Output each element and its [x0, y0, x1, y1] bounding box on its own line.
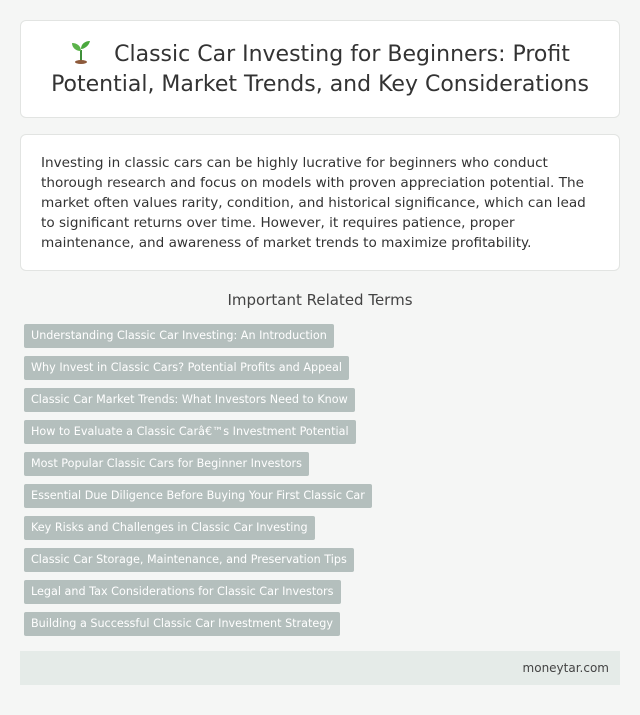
- related-term-tag[interactable]: Building a Successful Classic Car Investment Strategy: [24, 612, 340, 636]
- related-term-tag[interactable]: Key Risks and Challenges in Classic Car Investing: [24, 516, 315, 540]
- related-term-tag[interactable]: Legal and Tax Considerations for Classic Car Investors: [24, 580, 341, 604]
- related-terms-list: [24, 324, 616, 644]
- related-term-tag[interactable]: How to Evaluate a Classic Carâ€™s Investment Potential: [24, 420, 356, 444]
- page-title: Classic Car Investing for Beginners: Profit Potential, Market Trends, and Key Considerations: [51, 42, 589, 97]
- related-term-tag[interactable]: Classic Car Storage, Maintenance, and Preservation Tips: [24, 548, 354, 572]
- related-term-tag[interactable]: Understanding Classic Car Investing: An Introduction: [24, 324, 334, 348]
- page-title-container: [35, 38, 605, 100]
- summary-text: Investing in classic cars can be highly lucrative for beginners who conduct thorough research and focus on models with proven appreciation potential. The market often values rarity, condition, and historical significance, which can lead to significant returns over time. However, it requires patience, proper maintenance, and awareness of market trends to maximize profitability.: [41, 155, 586, 251]
- sprout-icon: [70, 38, 92, 64]
- title-card: [20, 20, 620, 118]
- related-terms-heading: Important Related Terms: [227, 291, 413, 309]
- footer-site-link[interactable]: moneytar.com: [522, 661, 609, 675]
- related-term-tag[interactable]: Most Popular Classic Cars for Beginner Investors: [24, 452, 309, 476]
- related-term-tag[interactable]: Classic Car Market Trends: What Investors Need to Know: [24, 388, 355, 412]
- related-term-tag[interactable]: Essential Due Diligence Before Buying Your First Classic Car: [24, 484, 372, 508]
- summary-card: [20, 134, 620, 271]
- footer: [20, 651, 620, 685]
- related-term-tag[interactable]: Why Invest in Classic Cars? Potential Profits and Appeal: [24, 356, 349, 380]
